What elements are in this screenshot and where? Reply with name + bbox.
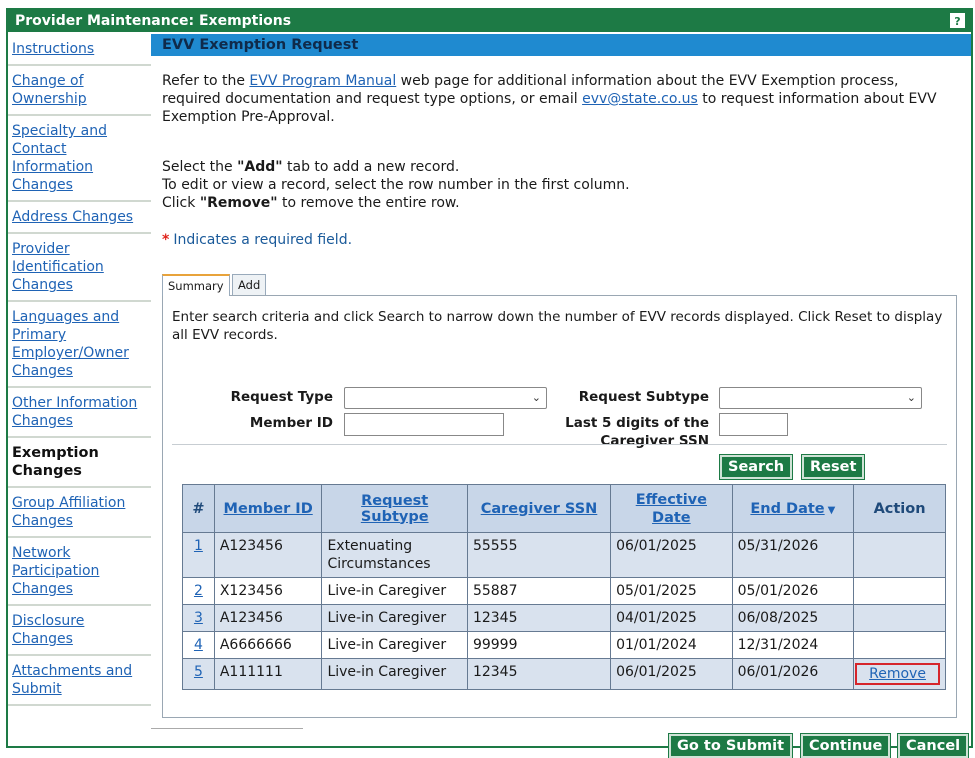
sort-link-effective-date[interactable] bbox=[636, 492, 707, 526]
cell-end-date: 05/01/2026 bbox=[732, 578, 854, 605]
cell-effective-date: 06/01/2025 bbox=[611, 533, 733, 578]
subtype-text: Circumstances bbox=[327, 556, 431, 572]
col-header-caregiver-ssn[interactable] bbox=[467, 485, 610, 533]
sidebar-link[interactable]: Instructions bbox=[12, 41, 95, 57]
cell-end-date: 12/31/2024 bbox=[732, 632, 854, 659]
instruction-line bbox=[162, 158, 630, 176]
sidebar-item-address-changes[interactable] bbox=[8, 202, 151, 234]
col-header-effective-date[interactable] bbox=[611, 485, 733, 533]
sidebar-item-change-of-ownership[interactable] bbox=[8, 66, 151, 116]
cell-action bbox=[854, 578, 946, 605]
remove-highlight bbox=[855, 663, 940, 685]
request-subtype-select[interactable] bbox=[719, 387, 922, 409]
sidebar-item-attachments-submit[interactable] bbox=[8, 656, 151, 706]
row-number-link[interactable]: 3 bbox=[193, 610, 203, 626]
continue-button[interactable]: Continue bbox=[801, 734, 890, 758]
member-id-label: Member ID bbox=[249, 415, 333, 431]
window-titlebar bbox=[8, 10, 971, 32]
cell-member-id: X123456 bbox=[214, 578, 322, 605]
sort-link-member-id[interactable]: Member ID bbox=[223, 500, 313, 517]
sidebar-item-network-participation[interactable] bbox=[8, 538, 151, 606]
instruction-line bbox=[162, 194, 630, 212]
cell-num[interactable] bbox=[183, 533, 215, 578]
col-header-num: # bbox=[183, 485, 215, 533]
header-text: Effective bbox=[635, 491, 707, 508]
cell-effective-date: 05/01/2025 bbox=[611, 578, 733, 605]
cell-action bbox=[854, 605, 946, 632]
instruction-text: to remove the entire row. bbox=[277, 195, 460, 211]
table-row bbox=[183, 578, 946, 605]
sidebar-link[interactable]: Network Participation Changes bbox=[12, 545, 100, 597]
cell-num[interactable] bbox=[183, 659, 215, 690]
search-button[interactable]: Search bbox=[720, 455, 792, 479]
cell-end-date: 06/08/2025 bbox=[732, 605, 854, 632]
evv-manual-link[interactable]: EVV Program Manual bbox=[249, 73, 397, 89]
cell-end-date: 05/31/2026 bbox=[732, 533, 854, 578]
header-text: Date bbox=[652, 509, 691, 526]
cell-caregiver-ssn: 99999 bbox=[467, 632, 610, 659]
subtype-text: Extenuating bbox=[327, 538, 413, 554]
sort-link-end-date[interactable]: End Date bbox=[750, 500, 825, 517]
cell-request-subtype: Live-in Caregiver bbox=[322, 605, 468, 632]
sidebar-link[interactable]: Specialty and Contact Information Changes bbox=[12, 123, 108, 193]
row-number-link[interactable]: 4 bbox=[193, 637, 203, 653]
sidebar-link[interactable]: Provider Identification Changes bbox=[12, 241, 104, 293]
sidebar-link[interactable]: Address Changes bbox=[12, 209, 134, 225]
col-header-request-subtype[interactable] bbox=[322, 485, 468, 533]
col-header-end-date[interactable] bbox=[732, 485, 854, 533]
cell-member-id: A111111 bbox=[214, 659, 322, 690]
instruction-line: To edit or view a record, select the row number in the first column. bbox=[162, 177, 630, 193]
go-to-submit-button[interactable]: Go to Submit bbox=[669, 734, 792, 758]
ssn-label-line: Last 5 digits of the bbox=[565, 415, 709, 431]
col-header-action: Action bbox=[854, 485, 946, 533]
required-field-note bbox=[162, 232, 352, 248]
required-star: * bbox=[162, 232, 170, 248]
cell-action[interactable] bbox=[854, 659, 946, 690]
main-content bbox=[151, 34, 971, 754]
row-number-link[interactable]: 5 bbox=[193, 664, 203, 680]
caregiver-ssn-input[interactable] bbox=[719, 413, 788, 436]
table-row bbox=[183, 533, 946, 578]
window-title: Provider Maintenance: Exemptions bbox=[15, 13, 292, 29]
cell-caregiver-ssn: 55887 bbox=[467, 578, 610, 605]
cell-caregiver-ssn: 12345 bbox=[467, 659, 610, 690]
intro-text-part: web page for additional information about the EVV Exemption process, required documentation and request type options, or email bbox=[162, 73, 899, 107]
sort-link-caregiver-ssn[interactable]: Caregiver SSN bbox=[480, 500, 598, 517]
instructions bbox=[162, 158, 630, 212]
sidebar-item-exemption-changes bbox=[8, 438, 151, 488]
request-type-select[interactable] bbox=[344, 387, 547, 409]
chevron-down-icon: ⌄ bbox=[906, 391, 916, 404]
col-header-member-id[interactable] bbox=[214, 485, 322, 533]
sidebar-item-specialty-contact[interactable] bbox=[8, 116, 151, 202]
reset-button[interactable]: Reset bbox=[802, 455, 864, 479]
cell-request-subtype bbox=[322, 533, 468, 578]
email-link[interactable]: evv@state.co.us bbox=[582, 91, 698, 107]
remove-link[interactable]: Remove bbox=[869, 666, 926, 682]
sidebar-link[interactable]: Group Affiliation Changes bbox=[12, 495, 126, 529]
footer-divider bbox=[151, 728, 303, 729]
sidebar-link[interactable]: Disclosure Changes bbox=[12, 613, 85, 647]
sidebar-link[interactable]: Other Information Changes bbox=[12, 395, 138, 429]
ssn-label-line: Caregiver SSN bbox=[600, 433, 709, 449]
cell-request-subtype: Live-in Caregiver bbox=[322, 632, 468, 659]
tab-add[interactable]: Add bbox=[232, 274, 266, 296]
table-row bbox=[183, 632, 946, 659]
cell-action bbox=[854, 632, 946, 659]
request-subtype-label: Request Subtype bbox=[578, 389, 709, 405]
sidebar-item-provider-identification[interactable] bbox=[8, 234, 151, 302]
sidebar-link[interactable]: Attachments and Submit bbox=[12, 663, 133, 697]
sidebar-item-languages-employer[interactable] bbox=[8, 302, 151, 388]
cell-request-subtype: Live-in Caregiver bbox=[322, 578, 468, 605]
instruction-emphasis: "Remove" bbox=[199, 195, 278, 211]
cell-action bbox=[854, 533, 946, 578]
sidebar-link[interactable]: Change of Ownership bbox=[12, 73, 87, 107]
cell-num[interactable] bbox=[183, 605, 215, 632]
instruction-text: Select the bbox=[162, 159, 238, 175]
member-id-input[interactable] bbox=[344, 413, 504, 436]
sidebar-link[interactable]: Languages and Primary Employer/Owner Changes bbox=[12, 309, 129, 379]
chevron-down-icon: ⌄ bbox=[531, 391, 541, 404]
request-type-label: Request Type bbox=[230, 389, 333, 405]
table-row bbox=[183, 605, 946, 632]
intro-text bbox=[162, 72, 957, 126]
row-number-link[interactable]: 2 bbox=[193, 583, 203, 599]
sidebar-item-other-information[interactable] bbox=[8, 388, 151, 438]
search-help-text: Enter search criteria and click Search to narrow down the number of EVV records displayed. Click Reset to display all EVV records. bbox=[172, 309, 943, 343]
cell-num[interactable] bbox=[183, 578, 215, 605]
required-note-text: Indicates a required field. bbox=[173, 232, 353, 248]
evv-records-table bbox=[182, 484, 946, 690]
cell-caregiver-ssn: 12345 bbox=[467, 605, 610, 632]
sidebar-item-group-affiliation[interactable] bbox=[8, 488, 151, 538]
cell-caregiver-ssn: 55555 bbox=[467, 533, 610, 578]
sort-link-request-subtype[interactable]: Request Subtype bbox=[360, 492, 429, 525]
sidebar-item-disclosure[interactable] bbox=[8, 606, 151, 656]
cell-member-id: A6666666 bbox=[214, 632, 322, 659]
sidebar-item-instructions[interactable] bbox=[8, 34, 151, 66]
cell-member-id: A123456 bbox=[214, 533, 322, 578]
sidebar-nav bbox=[8, 34, 151, 746]
table-header-row bbox=[183, 485, 946, 533]
instruction-text: Click bbox=[162, 195, 200, 211]
search-divider bbox=[172, 444, 947, 445]
cell-request-subtype: Live-in Caregiver bbox=[322, 659, 468, 690]
cancel-button[interactable]: Cancel bbox=[898, 734, 968, 758]
cell-effective-date: 06/01/2025 bbox=[611, 659, 733, 690]
window bbox=[6, 8, 973, 754]
table-row bbox=[183, 659, 946, 690]
tab-summary[interactable]: Summary bbox=[162, 274, 230, 296]
cell-end-date: 06/01/2026 bbox=[732, 659, 854, 690]
cell-num[interactable] bbox=[183, 632, 215, 659]
help-icon[interactable]: ? bbox=[950, 13, 965, 28]
cell-member-id: A123456 bbox=[214, 605, 322, 632]
cell-effective-date: 04/01/2025 bbox=[611, 605, 733, 632]
cell-effective-date: 01/01/2024 bbox=[611, 632, 733, 659]
sidebar-active-label: Exemption Changes bbox=[12, 445, 99, 479]
instruction-emphasis: "Add" bbox=[237, 159, 283, 175]
section-title: EVV Exemption Request bbox=[151, 34, 971, 56]
summary-panel bbox=[162, 295, 957, 718]
row-number-link[interactable]: 1 bbox=[193, 538, 203, 554]
instruction-text: tab to add a new record. bbox=[282, 159, 460, 175]
intro-text-part: to request information about EVV Exemption Pre-Approval. bbox=[162, 91, 937, 125]
sort-descending-icon: ▼ bbox=[827, 504, 836, 516]
intro-text-part: Refer to the bbox=[162, 73, 250, 89]
